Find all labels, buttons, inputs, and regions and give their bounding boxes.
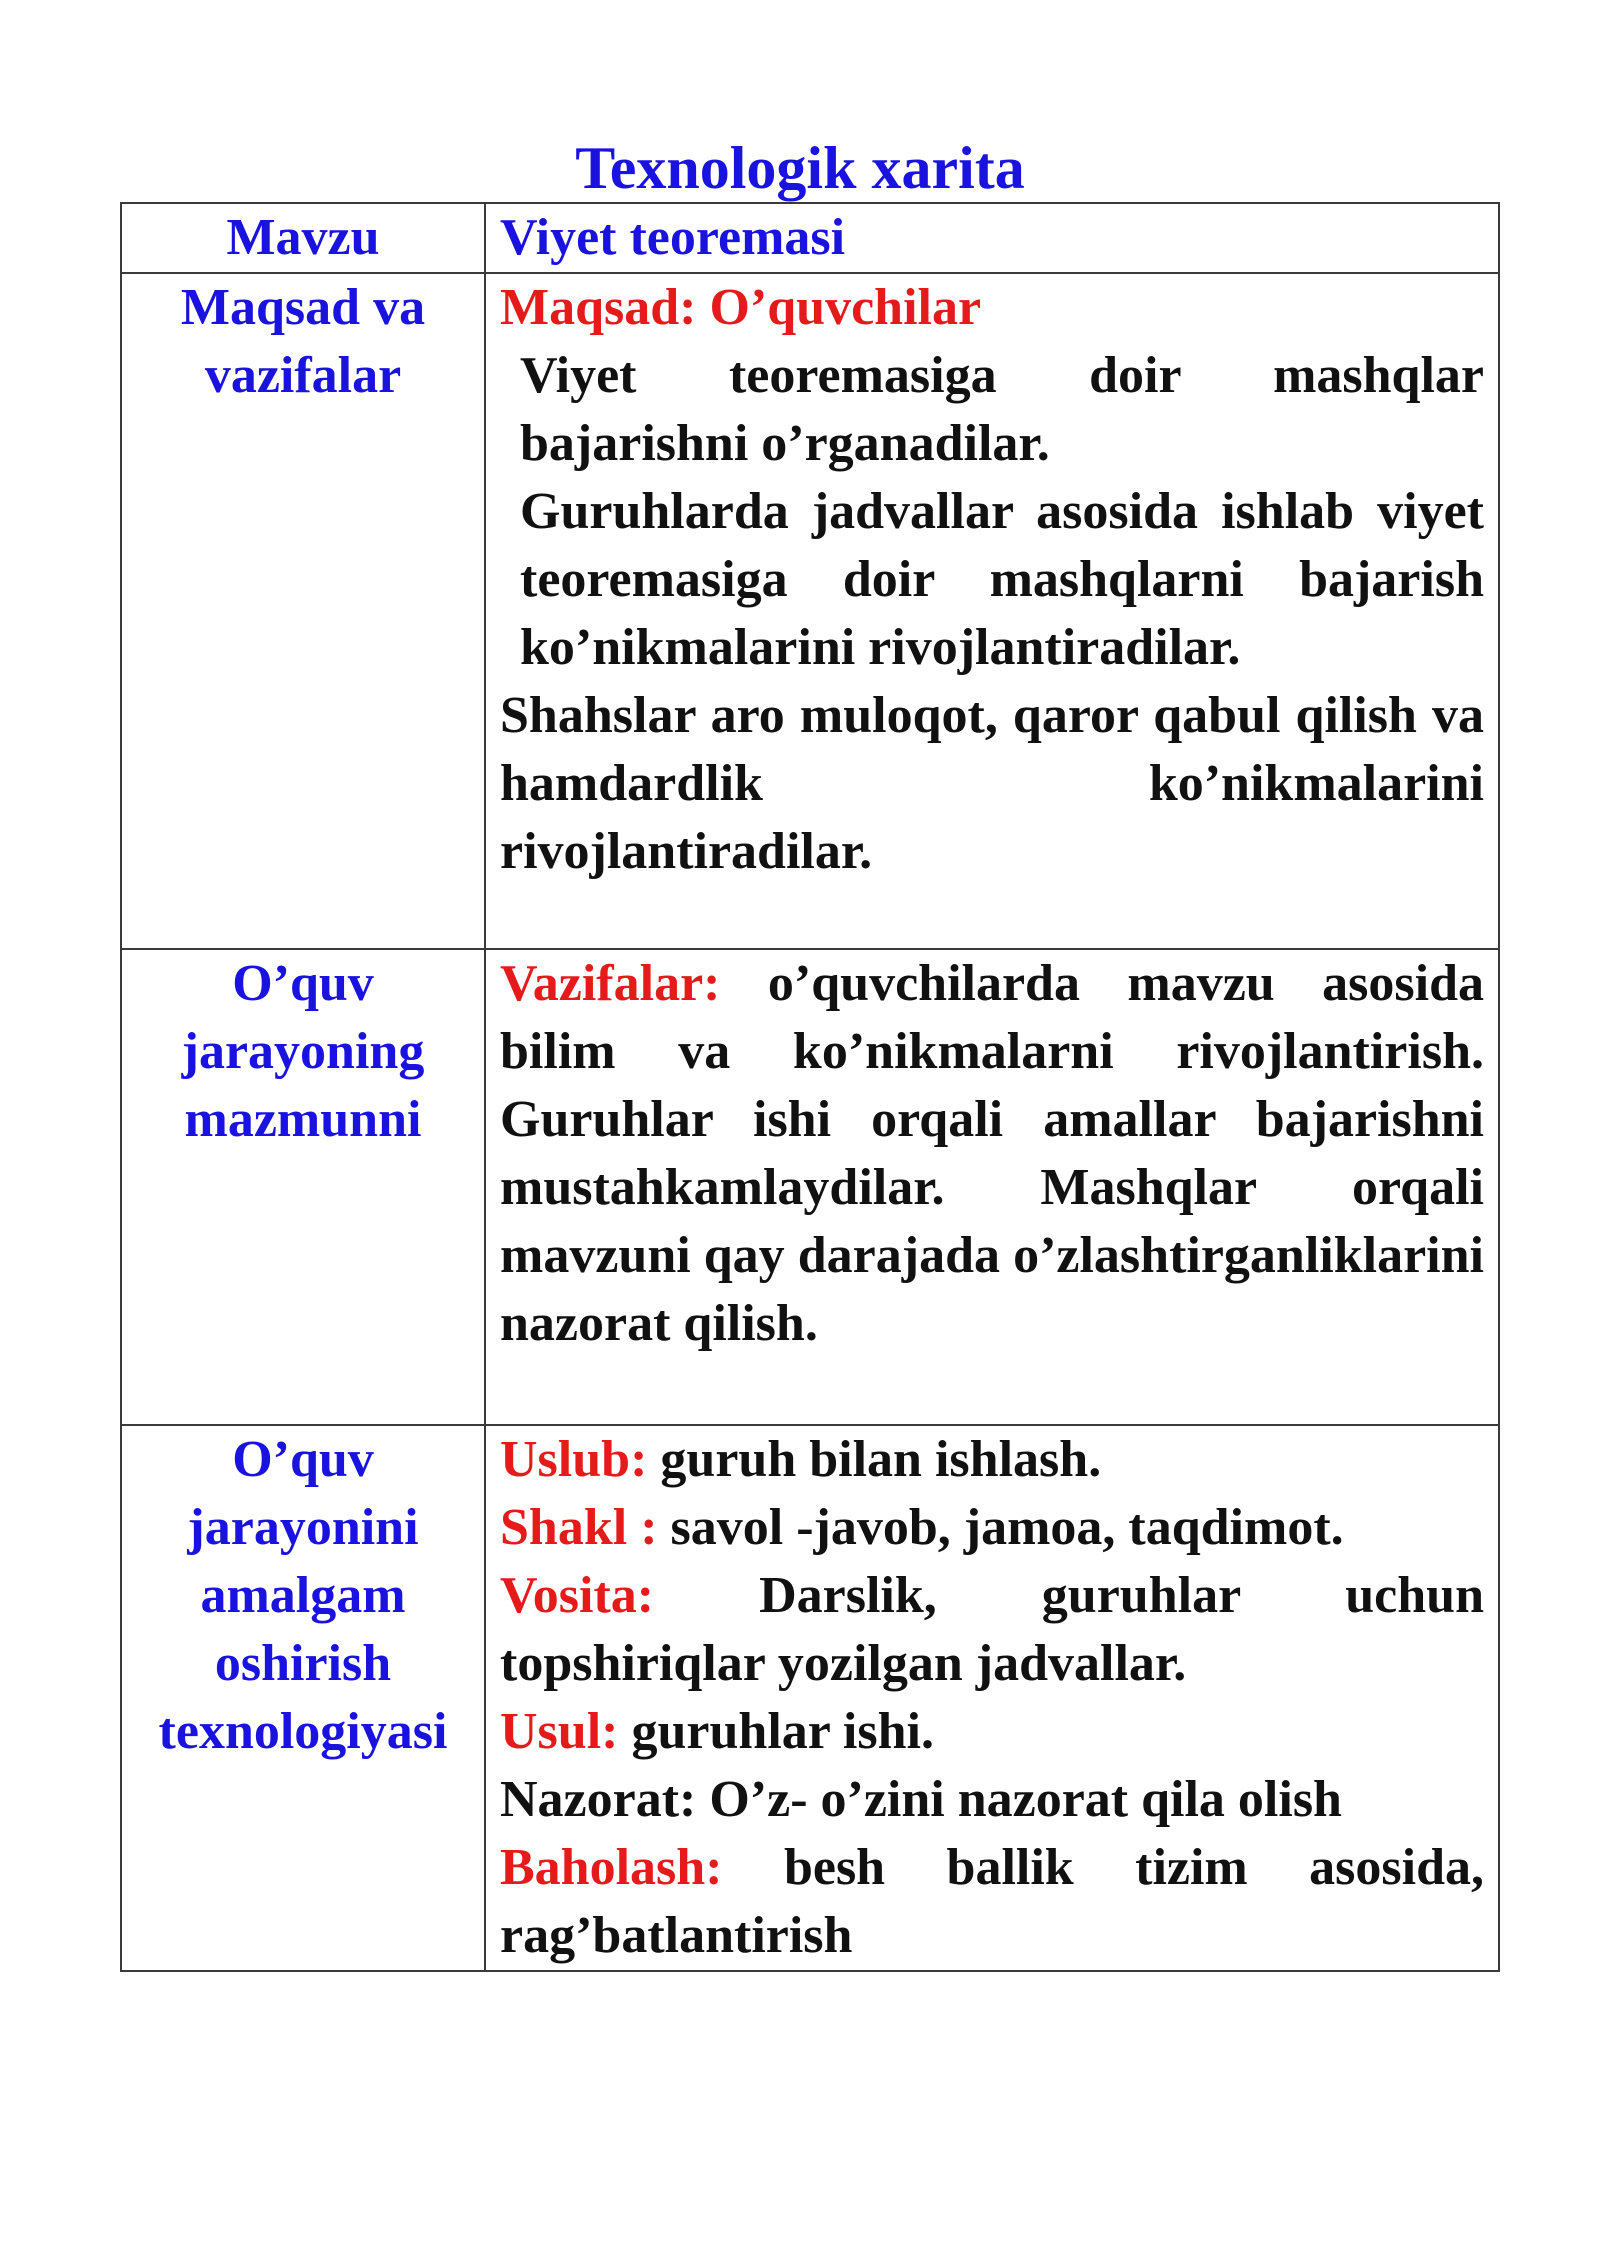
content-content-cell xyxy=(485,949,1499,1425)
goals-content-cell xyxy=(485,273,1499,949)
content-label-line: O’quv xyxy=(232,955,374,1012)
table-row-topic xyxy=(121,203,1499,273)
technology-label-line: oshirish xyxy=(214,1635,392,1692)
approach-item xyxy=(500,1698,1484,1766)
tasks-paragraph xyxy=(500,950,1484,1358)
technology-map-table xyxy=(120,202,1500,1972)
technology-label-line: jarayonini xyxy=(187,1499,419,1556)
tasks-label: Vazifalar: xyxy=(500,955,721,1012)
goal-paragraph: Viyet teoremasiga doir mashqlar bajarishni o’rganadilar. xyxy=(520,347,1484,472)
tasks-text: o’quvchilarda mavzu asosida bilim va ko’nikmalarni rivojlantirish. Guruhlar ishi orqali amallar bajarishni mustahkamlaydilar. Mashqlar orqali mavzuni qay darajada o’zlashtirganliklarini nazorat qilish. xyxy=(500,955,1484,1352)
technology-content-cell xyxy=(485,1425,1499,1971)
method-item xyxy=(500,1426,1484,1494)
approach-text: guruhlar ishi. xyxy=(618,1703,934,1760)
content-label-cell xyxy=(121,949,485,1425)
goal-label: Maqsad: O’quvchilar xyxy=(500,279,982,336)
method-label: Uslub: xyxy=(500,1431,648,1488)
assessment-text: besh ballik tizim asosida, rag’batlantirish xyxy=(500,1839,1484,1964)
control-text: Nazorat: O’z- o’zini nazorat qila olish xyxy=(500,1771,1342,1828)
goal-paragraph: Guruhlarda jadvallar asosida ishlab viyet teoremasiga doir mashqlarni bajarish ko’nikmalarini rivojlantiradilar. xyxy=(520,483,1484,676)
assessment-item xyxy=(500,1834,1484,1970)
goals-label-cell xyxy=(121,273,485,949)
content-label-line: mazmunni xyxy=(184,1091,422,1148)
topic-value: Viyet teoremasi xyxy=(500,209,846,266)
technology-label-line: amalgam xyxy=(200,1567,406,1624)
topic-label: Mavzu xyxy=(226,209,380,266)
goals-label-line: Maqsad va xyxy=(180,279,426,336)
assessment-label: Baholash: xyxy=(500,1839,723,1896)
form-item xyxy=(500,1494,1484,1562)
content-label-line: jarayoning xyxy=(181,1023,425,1080)
technology-label-cell xyxy=(121,1425,485,1971)
table-row-goals xyxy=(121,273,1499,949)
table-row-content xyxy=(121,949,1499,1425)
approach-label: Usul: xyxy=(500,1703,619,1760)
page-title: Texnologik xarita xyxy=(575,135,1025,201)
method-text: guruh bilan ishlash. xyxy=(647,1431,1102,1488)
goals-label-line: vazifalar xyxy=(204,347,402,404)
tool-item xyxy=(500,1562,1484,1698)
goal-paragraph: Shahslar aro muloqot, qaror qabul qilish va hamdardlik ko’nikmalarini rivojlantiradilar. xyxy=(500,687,1484,880)
technology-label-line: texnologiyasi xyxy=(158,1703,448,1760)
topic-value-cell xyxy=(485,203,1499,273)
form-label: Shakl : xyxy=(500,1499,658,1556)
tool-label: Vosita: xyxy=(500,1567,655,1624)
form-text: savol -javob, jamoa, taqdimot. xyxy=(657,1499,1344,1556)
tool-text: Darslik, guruhlar uchun topshiriqlar yozilgan jadvallar. xyxy=(500,1567,1484,1692)
topic-label-cell xyxy=(121,203,485,273)
table-row-technology xyxy=(121,1425,1499,1971)
control-item xyxy=(500,1766,1484,1834)
technology-label-line: O’quv xyxy=(232,1431,374,1488)
